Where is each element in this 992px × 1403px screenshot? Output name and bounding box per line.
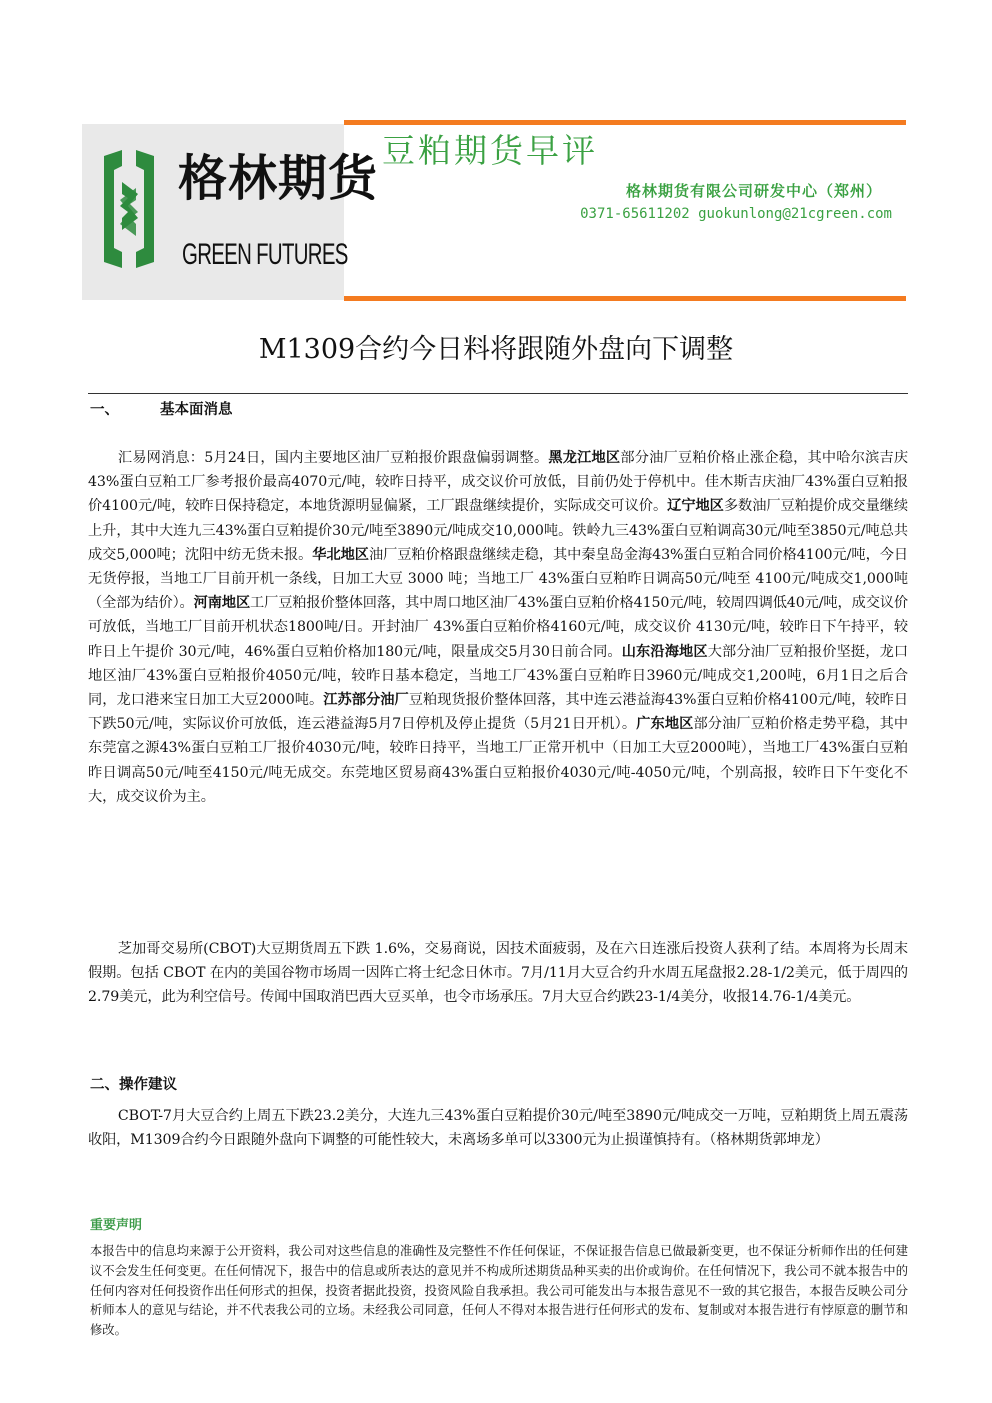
region-label: 广东地区 (636, 716, 694, 733)
paragraph-text: 部分油厂豆粕价格走势平稳，其中东莞富之源43%蛋白豆粕工厂报价4030元/吨，较昨日持平，当地工厂正常开机中（日加工大豆2000吨），当地工厂43%蛋白豆粕昨日调高50元/吨至4150元/吨无成交。东莞地区贸易商43%蛋白豆粕报价4030元/吨-4050元/吨，个别高报，较昨日下午变化不大，成交议价为主。 (88, 716, 908, 805)
company-name: 格林期货有限公司研发中心（郑州） (625, 182, 882, 200)
title-divider (88, 393, 908, 394)
paragraph-text: 部分油厂豆粕价格止涨企稳，其中哈尔滨吉庆43%蛋白豆粕工厂参考报价最高4070元/吨，较昨日持平，成交议价可放低，目前仍处于停机中。佳木斯吉庆油厂43%蛋白豆粕报价4100元/吨，较昨日保持稳定，本地货源明显偏紧，工厂跟盘继续提价，实际成交可议价。 (88, 450, 908, 515)
disclaimer-title: 重要声明 (90, 1218, 143, 1233)
section-1-number: 一、 (90, 402, 119, 418)
company-logo (82, 124, 379, 300)
fundamentals-paragraph (88, 446, 908, 809)
region-label: 黑龙江地区 (548, 450, 621, 466)
header-top-rule (344, 120, 906, 125)
trading-advice-paragraph: CBOT-7月大豆合约上周五下跌23.2美分，大连九三43%蛋白豆粕提价30元/吨至3890元/吨成交一万吨，豆粕期货上周五震荡收阳，M1309合约今日跟随外盘向下调整的可能性较大，未离场多单可以3300元为止损谨慎持有。（格林期货郭坤龙） (88, 1108, 908, 1149)
logo-chinese-name: 格林期货 (178, 150, 379, 207)
paragraph-text: 油厂豆粕价格跟盘继续走稳，其中秦皇岛金海43%蛋白豆粕合同价格4100元/吨，今日无货停报，当地工厂目前开机一条线，日加工大豆 3000 吨；当地工厂 43%蛋白豆粕昨日调高50元/吨至 4100元/吨成交1,000吨（全部为结价）。 (88, 546, 908, 612)
header-bottom-rule (344, 296, 906, 301)
region-label: 河南地区 (193, 595, 251, 612)
paragraph-text: 多数油厂豆粕提价成交量继续上升，其中大连九三43%蛋白豆粕提价30元/吨至3890元/吨成交10,000吨。铁岭九三43%蛋白豆粕调高30元/吨至3850元/吨总共成交5,000吨；沈阳中纺无货未报。 (88, 498, 909, 563)
cbot-paragraph: 芝加哥交易所(CBOT)大豆期货周五下跌 1.6%，交易商说，因技术面疲弱，及在六日连涨后投资人获利了结。本周将为长周末假期。包括 CBOT 在内的美国谷物市场周一因阵亡将士纪念日休市。7月/11月大豆合约升水周五尾盘报2.28-1/2美元，低于周四的2.79美元，此为利空信号。传闻中国取消巴西大豆买单，也令市场承压。7月大豆合约跌23-1/4美分，收报14.76-1/4美元。 (88, 941, 908, 1006)
region-label: 山东沿海地区 (621, 643, 708, 660)
paragraph-text: 工厂豆粕报价整体回落，其中周口地区油厂43%蛋白豆粕价格4150元/吨，较周四调低40元/吨，成交议价可放低，当地工厂目前开机状态1800吨/日。开封油厂 43%蛋白豆粕价格4160元/吨，成交议价 4130元/吨，较昨日下午持平，较昨日上午提价 30元/吨，46%蛋白豆粕价格加180元/吨，限量成交5月30日前合同。 (88, 595, 908, 660)
region-label: 华北地区 (312, 546, 369, 563)
contact-info: 0371-65611202 guokunlong@21cgreen.com (580, 206, 892, 222)
section-2-title: 二、操作建议 (90, 1077, 177, 1093)
logo-english-name: GREEN FUTURES (182, 238, 348, 271)
green-futures-logo-icon (98, 148, 160, 270)
region-label: 辽宁地区 (667, 498, 724, 515)
disclaimer-text: 本报告中的信息均来源于公开资料，我公司对这些信息的准确性及完整性不作任何保证，不保证报告信息已做最新变更，也不保证分析师作出的任何建议不会发生任何变更。在任何情况下，报告中的信息或所表达的意见并不构成所述期货品种买卖的出价或询价。在任何情况下，我公司不就本报告中的任何内容对任何投资作出任何形式的担保，投资者据此投资，投资风险自我承担。我公司可能发出与本报告意见不一致的其它报告，本报告反映公司分析师本人的意见与结论，并不代表我公司的立场。未经我公司同意，任何人不得对本报告进行任何形式的发布、复制或对本报告进行有悖原意的删节和修改。 (90, 1244, 908, 1338)
section-1-title: 基本面消息 (160, 402, 233, 418)
report-type-title: 豆粕期货早评 (382, 131, 598, 170)
report-title: M1309合约今日料将跟随外盘向下调整 (258, 334, 734, 365)
paragraph-text: 汇易网消息：5月24日，国内主要地区油厂豆粕报价跟盘偏弱调整。 (117, 450, 549, 466)
paragraph-text: 豆粕现货报价整体回落，其中连云港益海43%蛋白豆粕价格4100元/吨，较昨日下跌50元/吨，实际议价可放低，连云港益海5月7日停机及停止提货（5月21日开机）。 (88, 692, 908, 733)
region-label: 江苏部分油厂 (323, 692, 409, 709)
paragraph-text: 大部分油厂豆粕报价坚挺，龙口地区油厂43%蛋白豆粕报价4050元/吨，较昨日基本稳定，当地工厂43%蛋白豆粕昨日3960元/吨成交1,200吨，6月1日之后合同，龙口港来宝日加工大豆2000吨。 (88, 643, 908, 709)
